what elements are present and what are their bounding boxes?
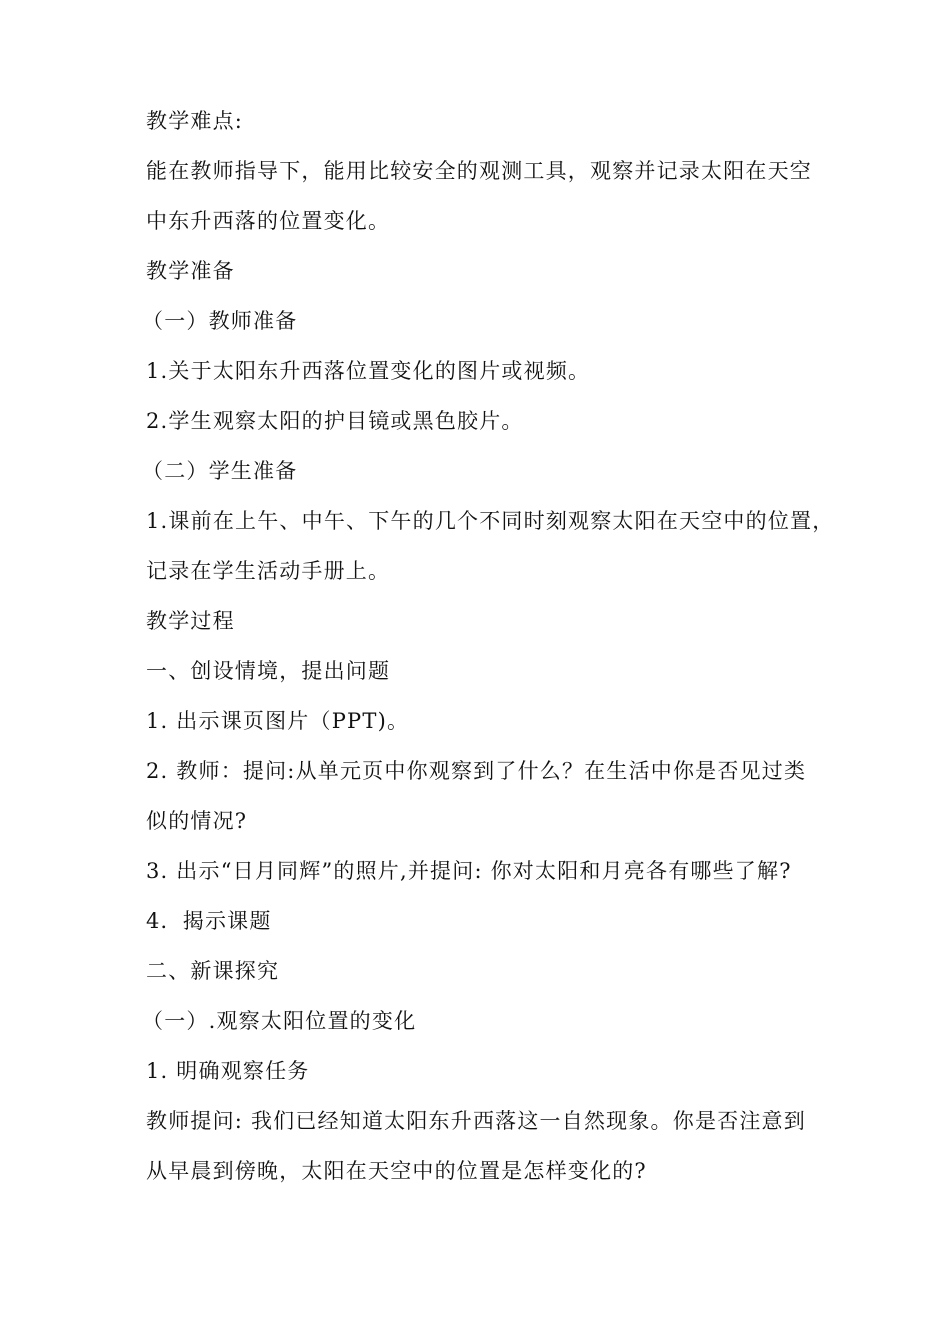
heading-teaching-process: 教学过程 [146, 609, 235, 633]
section-heading: 一、创设情境，提出问题 [146, 659, 391, 683]
paragraph-line: 从早晨到傍晚，太阳在天空中的位置是怎样变化的? [146, 1159, 647, 1183]
list-item: 2. 教师：提问:从单元页中你观察到了什么？在生活中你是否见过类 [146, 759, 807, 783]
subheading-student-preparation: （二）学生准备 [142, 459, 298, 483]
document-body [142, 96, 835, 1196]
heading-teaching-preparation: 教学准备 [146, 259, 235, 283]
heading-teaching-difficulty: 教学难点: [146, 109, 244, 133]
paragraph-line: 教师提问: 我们已经知道太阳东升西落这一自然现象。你是否注意到 [146, 1109, 806, 1133]
subheading: （一）.观察太阳位置的变化 [142, 1009, 417, 1033]
subheading-teacher-preparation: （一）教师准备 [142, 309, 298, 333]
list-item: 1. 明确观察任务 [146, 1059, 310, 1083]
paragraph-line: 能在教师指导下，能用比较安全的观测工具，观察并记录太阳在天空 [146, 159, 812, 183]
paragraph-line: 似的情况? [146, 809, 248, 833]
list-item: 1.关于太阳东升西落位置变化的图片或视频。 [146, 359, 591, 383]
paragraph-line: 中东升西落的位置变化。 [146, 209, 391, 233]
list-item: 4．揭示课题 [146, 909, 272, 933]
list-item: 1. 出示课页图片（PPT)。 [146, 709, 410, 733]
paragraph-line: 记录在学生活动手册上。 [146, 559, 391, 583]
list-item: 2.学生观察太阳的护目镜或黑色胶片。 [146, 409, 524, 433]
list-item: 1.课前在上午、中午、下午的几个不同时刻观察太阳在天空中的位置， [146, 509, 835, 533]
section-heading: 二、新课探究 [146, 959, 280, 983]
list-item: 3. 出示“日月同辉”的照片,并提问: 你对太阳和月亮各有哪些了解? [146, 859, 792, 883]
